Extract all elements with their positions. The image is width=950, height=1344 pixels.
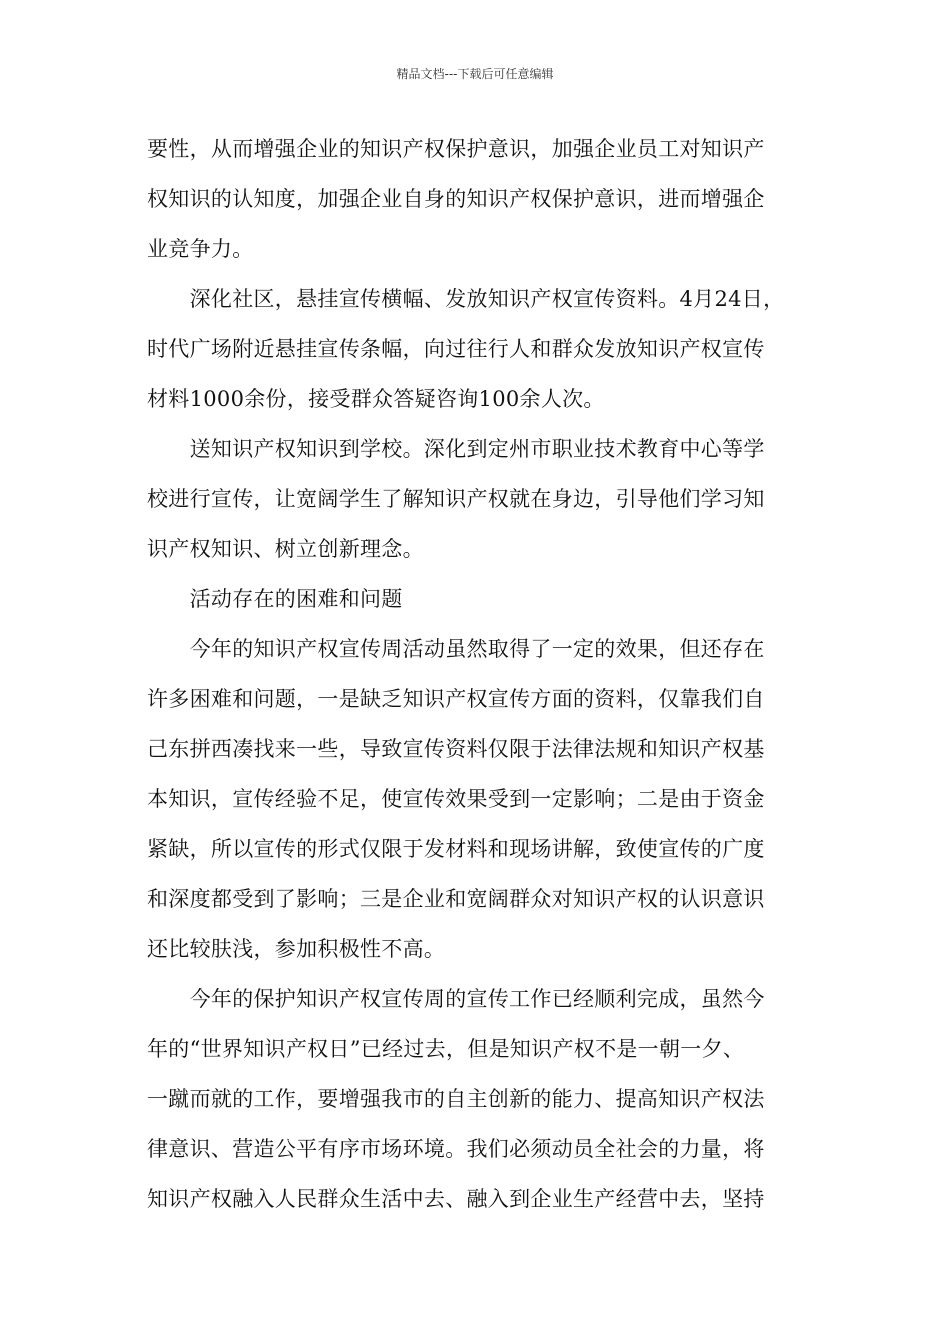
text-line: 许多困难和问题，一是缺乏知识产权宣传方面的资料，仅靠我们自 [147, 687, 765, 711]
page-header: 精品文档---下载后可任意编辑 [396, 67, 554, 81]
text-line: 本知识，宣传经验不足，使宣传效果受到一定影响；二是由于资金 [147, 787, 765, 811]
text-line: 律意识、营造公平有序市场环境。我们必须动员全社会的力量，将 [147, 1137, 765, 1161]
text-line: 年的“世界知识产权日”已经过去，但是知识产权不是一朝一夕、 [147, 1037, 745, 1061]
text-line: 今年的知识产权宣传周活动虽然取得了一定的效果，但还存在 [147, 637, 765, 661]
text-line: 今年的保护知识产权宣传周的宣传工作已经顺利完成，虽然今 [147, 987, 765, 1011]
text-line: 一蹴而就的工作，要增强我市的自主创新的能力、提高知识产权法 [147, 1087, 765, 1111]
text-line: 知识产权融入人民群众生活中去、融入到企业生产经营中去，坚持 [147, 1187, 765, 1211]
text-line: 权知识的认知度，加强企业自身的知识产权保护意识，进而增强企 [147, 187, 765, 211]
text-line: 识产权知识、树立创新理念。 [147, 537, 424, 561]
text-line: 活动存在的困难和问题 [147, 587, 403, 611]
text-line: 还比较肤浅，参加积极性不高。 [147, 937, 446, 961]
text-line: 业竞争力。 [147, 237, 254, 261]
text-line: 送知识产权知识到学校。深化到定州市职业技术教育中心等学 [147, 437, 765, 461]
text-line: 校进行宣传，让宽阔学生了解知识产权就在身边，引导他们学习知 [147, 487, 765, 511]
text-line: 紧缺，所以宣传的形式仅限于发材料和现场讲解，致使宣传的广度 [147, 837, 765, 861]
text-line: 时代广场附近悬挂宣传条幅，向过往行人和群众发放知识产权宣传 [147, 337, 765, 361]
text-line: 要性，从而增强企业的知识产权保护意识，加强企业员工对知识产 [147, 137, 765, 161]
text-line: 深化社区，悬挂宣传横幅、发放知识产权宣传资料。4月24日， [147, 287, 785, 311]
text-line: 己东拼西凑找来一些，导致宣传资料仅限于法律法规和知识产权基 [147, 737, 765, 761]
text-line: 和深度都受到了影响；三是企业和宽阔群众对知识产权的认识意识 [147, 887, 765, 911]
text-line: 材料1000余份，接受群众答疑咨询100余人次。 [147, 387, 605, 411]
